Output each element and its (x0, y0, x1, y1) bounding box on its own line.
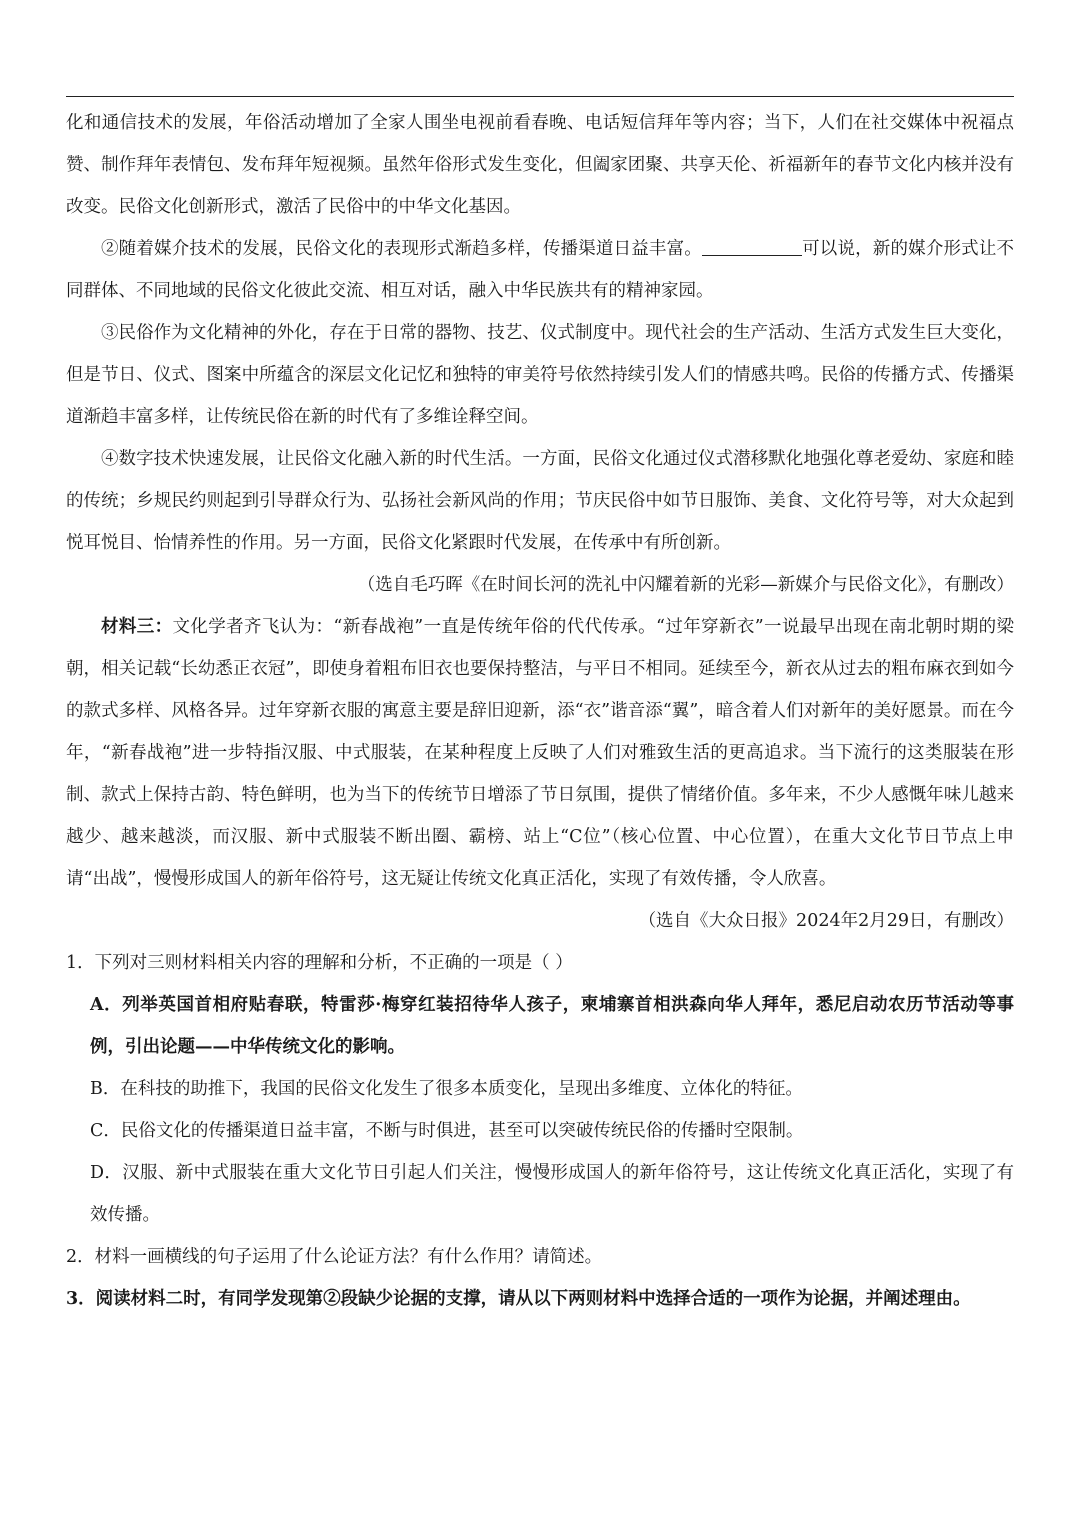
fill-in-blank (702, 238, 802, 257)
question-1-option-d: D．汉服、新中式服装在重大文化节日引起人们关注，慢慢形成国人的新年俗符号，这让传统文化真正活化，实现了有效传播。 (90, 1163, 1014, 1225)
passage-paragraph-continued: 化和通信技术的发展，年俗活动增加了全家人围坐电视前看春晚、电话短信拜年等内容；当下，人们在社交媒体中祝福点赞、制作拜年表情包、发布拜年短视频。虽然年俗形式发生变化，但阖家团聚、共享天伦、祈福新年的春节文化内核并没有改变。民俗文化创新形式，激活了民俗中的中华文化基因。 (66, 113, 1014, 217)
question-1-option-a: A．列举英国首相府贴春联，特雷莎·梅穿红装招待华人孩子，柬埔寨首相洪森向华人拜年，悉尼启动农历节活动等事例，引出论题——中华传统文化的影响。 (90, 995, 1014, 1057)
question-1-option-b: B．在科技的助推下，我国的民俗文化发生了很多本质变化，呈现出多维度、立体化的特征。 (90, 1079, 803, 1099)
paragraph-2-text-b: 可以说，新的媒介形式让不同群体、不同地域的民俗文化彼此交流、相互对话，融入中华民族共有的精神家园。 (66, 239, 1015, 301)
material-2-source: （选自毛巧晖《在时间长河的洗礼中闪耀着新的光彩—新媒介与民俗文化》，有删改） (357, 575, 1014, 595)
question-1-option-c: C．民俗文化的传播渠道日益丰富，不断与时俱进，甚至可以突破传统民俗的传播时空限制。 (90, 1121, 804, 1141)
material-3-text: 文化学者齐飞认为：“新春战袍”一直是传统年俗的代代传承。“过年穿新衣”一说最早出现在南北朝时期的梁朝，相关记载“长幼悉正衣冠”，即使身着粗布旧衣也要保持整洁，与平日不相同。延续至今，新衣从过去的粗布麻衣到如今的款式多样、风格各异。过年穿新衣服的寓意主要是辞旧迎新，添“衣”谐音添“翼”，暗含着人们对新年的美好愿景。而在今年，“新春战袍”进一步特指汉服、中式服装，在某种程度上反映了人们对雅致生活的更高追求。当下流行的这类服装在形制、款式上保持古韵、特色鲜明，也为当下的传统节日增添了节日氛围，提供了情绪价值。多年来，不少人感慨年味儿越来越少、越来越淡，而汉服、新中式服装不断出圈、霸榜、站上“C位”（核心位置、中心位置），在重大文化节日节点上申请“出战”，慢慢形成国人的新年俗符号，这无疑让传统文化真正活化，实现了有效传播，令人欣喜。 (66, 617, 1014, 889)
question-1: 1．下列对三则材料相关内容的理解和分析，不正确的一项是（ ） (66, 953, 573, 973)
paragraph-2-text-a: ②随着媒介技术的发展，民俗文化的表现形式渐趋多样，传播渠道日益丰富。 (101, 239, 702, 259)
material-3-paragraph (66, 606, 1014, 900)
header-rule (66, 96, 1014, 97)
passage-paragraph-4: ④数字技术快速发展，让民俗文化融入新的时代生活。一方面，民俗文化通过仪式潜移默化地强化尊老爱幼、家庭和睦的传统；乡规民约则起到引导群众行为、弘扬社会新风尚的作用；节庆民俗中如节日服饰、美食、文化符号等，对大众起到悦耳悦目、怡情养性的作用。另一方面，民俗文化紧跟时代发展，在传承中有所创新。 (66, 449, 1014, 553)
question-3: 3．阅读材料二时，有同学发现第②段缺少论据的支撑，请从以下两则材料中选择合适的一项作为论据，并阐述理由。 (66, 1289, 971, 1309)
passage-paragraph-3: ③民俗作为文化精神的外化，存在于日常的器物、技艺、仪式制度中。现代社会的生产活动、生活方式发生巨大变化，但是节日、仪式、图案中所蕴含的深层文化记忆和独特的审美符号依然持续引发人们的情感共鸣。民俗的传播方式、传播渠道渐趋丰富多样，让传统民俗在新的时代有了多维诠释空间。 (66, 323, 1014, 427)
material-3-label: 材料三： (101, 617, 173, 637)
document-body (66, 102, 1014, 1320)
passage-paragraph-2 (66, 228, 1014, 312)
material-3-source: （选自《大众日报》2024年2月29日，有删改） (638, 911, 1014, 931)
question-2: 2．材料一画横线的句子运用了什么论证方法？有什么作用？请简述。 (66, 1247, 603, 1267)
